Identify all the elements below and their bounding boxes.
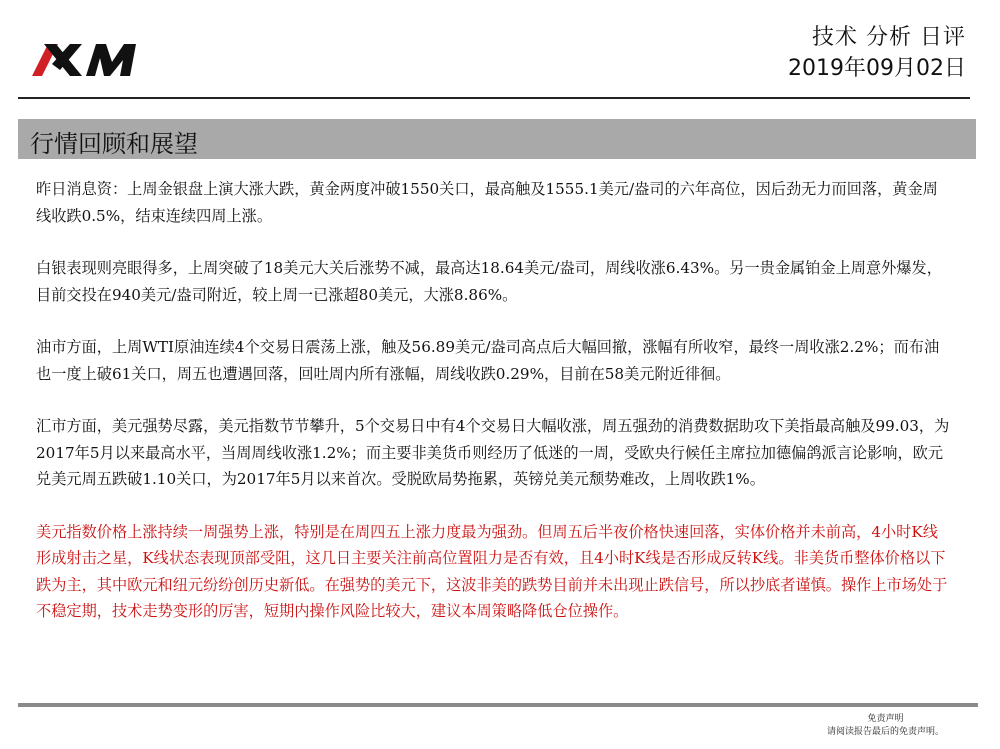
section-title: 行情回顾和展望 (30, 130, 198, 158)
report-header (788, 22, 966, 84)
disclaimer-title: 免责声明 (867, 714, 904, 724)
report-date: 2019年09月02日 (788, 56, 966, 81)
disclaimer-text: 请阅读报告最后的免责声明。 (826, 727, 944, 737)
xm-logo (30, 36, 150, 84)
header-divider (18, 97, 970, 99)
report-body (36, 176, 952, 651)
paragraph-precious-metals: 昨日消息资：上周金银盘上演大涨大跌，黄金两度冲破1550关口，最高触及1555.1美元/盎司的六年高位，因后劲无力而回落，黄金周线收跌0.5%，结束连续四周上涨。 (36, 180, 938, 225)
paragraph-fx-market: 汇市方面，美元强势尽露，美元指数节节攀升，5个交易日中有4个交易日大幅收涨，周五强劲的消费数据助攻下美指最高触及99.03，为2017年5月以来最高水平，当周周线收涨1.2%；而主要非美货币则经历了低迷的一周，受欧央行候任主席拉加德偏鸽派言论影响，欧元兑美元周五跌破1.10关口，为2017年5月以来首次。受脱欧局势拖累，英镑兑美元颓势难改，上周收跌1%。 (36, 417, 950, 488)
paragraph-oil-market: 油市方面，上周WTI原油连续4个交易日震荡上涨，触及56.89美元/盎司高点后大幅回撤，涨幅有所收窄，最终一周收涨2.2%；而布油也一度上破61关口，周五也遭遇回落，回吐周内所有涨幅，周线收跌0.29%，目前在58美元附近徘徊。 (36, 338, 940, 383)
logo-m-shape (86, 44, 136, 76)
disclaimer-note (827, 713, 944, 739)
report-title: 技术 分析 日评 (812, 25, 966, 50)
paragraph-outlook-highlight: 美元指数价格上涨持续一周强势上涨，特别是在周四五上涨力度最为强劲。但周五后半夜价格快速回落，实体价格并未前高，4小时K线形成射击之星，K线状态表现顶部受阻，这几日主要关注前高位置阻力是否有效，且4小时K线是否形成反转K线。非美货币整体价格以下跌为主，其中欧元和纽元纷纷创历史新低。在强势的美元下，这波非美的跌势目前并未出现止跌信号，所以抄底者谨慎。操作上市场处于不稳定期，技术走势变形的厉害，短期内操作风险比较大，建议本周策略降低仓位操作。 (36, 522, 948, 620)
footer-divider (18, 703, 978, 707)
paragraph-silver-platinum: 白银表现则亮眼得多，上周突破了18美元大关后涨势不减，最高达18.64美元/盎司，周线收涨6.43%。另一贵金属铂金上周意外爆发，目前交投在940美元/盎司附近，较上周一已涨超80美元，大涨8.86%。 (36, 259, 942, 304)
section-header-bar (18, 119, 976, 159)
